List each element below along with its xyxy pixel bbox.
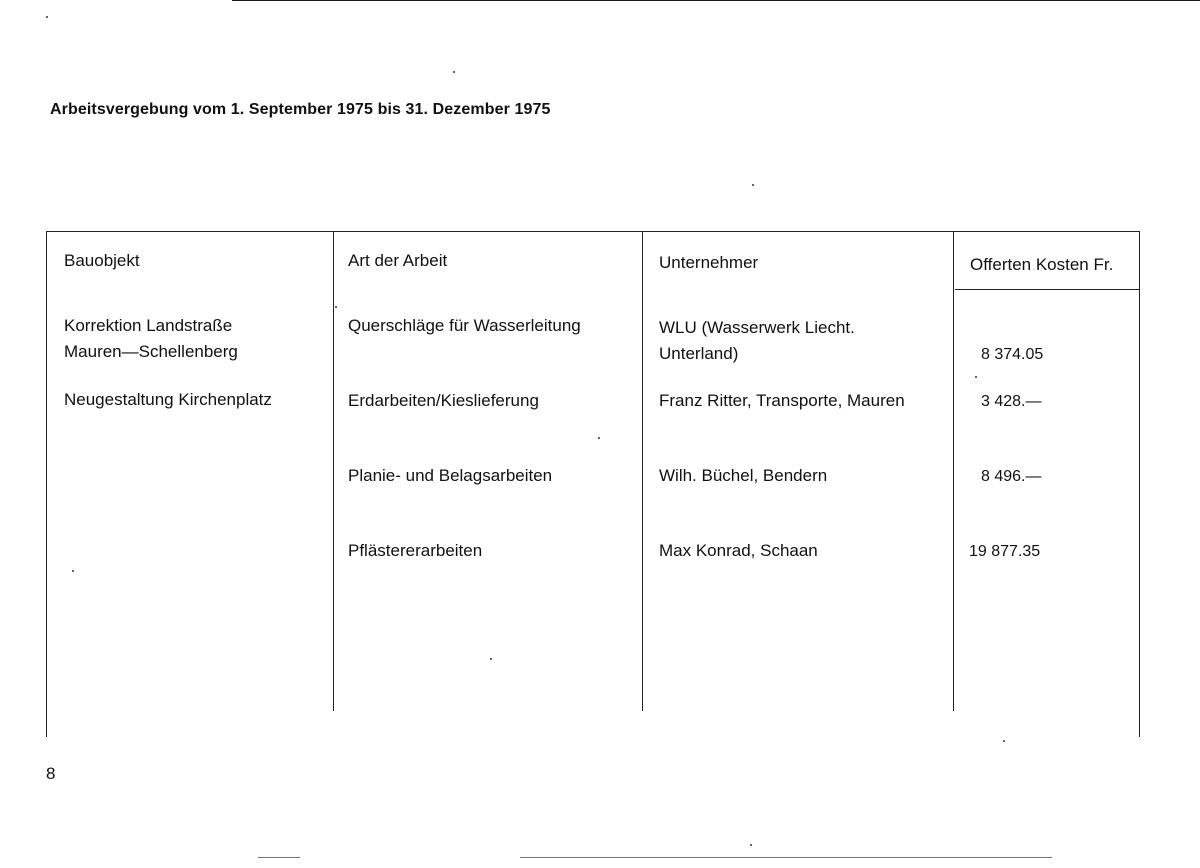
speck [750,844,752,846]
bottom-rule-left [258,857,300,858]
table-right-border [1139,231,1140,737]
speck [1003,740,1005,742]
column-divider [642,231,643,711]
table-cell-kosten: 8 496.— [981,468,1042,485]
header-art-der-arbeit: Art der Arbeit [348,251,448,270]
page-title: Arbeitsvergebung vom 1. September 1975 bis 31. Dezember 1975 [50,101,551,118]
table-cell-unternehmer: WLU (Wasserwerk Liecht. [659,318,855,337]
table-left-border [46,231,47,737]
table-cell-art: Erdarbeiten/Kieslieferung [348,391,539,410]
table-cell-unternehmer: Max Konrad, Schaan [659,541,818,560]
speck [752,184,754,186]
header-unternehmer: Unternehmer [659,253,759,272]
header-underline [955,289,1139,290]
speck [72,570,74,572]
table-cell-art: Planie- und Belagsarbeiten [348,466,553,485]
table-cell-kosten: 19 877.35 [969,543,1041,560]
speck [46,16,48,18]
page-number: 8 [46,764,56,783]
table-top-line [46,231,1139,232]
table-cell-kosten: 8 374.05 [981,346,1044,363]
header-kosten: Offerten Kosten Fr. [970,255,1114,274]
header-bauobjekt: Bauobjekt [64,251,140,270]
column-divider [333,231,334,711]
table-cell-kosten: 3 428.— [981,393,1042,410]
bottom-rule-right [520,857,1052,858]
table-cell-unternehmer: Wilh. Büchel, Bendern [659,466,828,485]
column-divider [953,231,954,711]
table-cell-unternehmer: Franz Ritter, Transporte, Mauren [659,391,905,410]
speck [598,437,600,439]
speck [490,658,492,660]
speck [975,376,977,378]
table-cell-art: Pflästererarbeiten [348,541,483,560]
table-cell-bauobjekt: Mauren—Schellenberg [64,342,238,361]
top-rule [232,0,1200,1]
table-cell-art: Querschläge für Wasserleitung [348,316,581,335]
speck [453,71,455,73]
table-cell-bauobjekt: Korrektion Landstraße [64,316,233,335]
table-cell-unternehmer: Unterland) [659,344,739,363]
table-cell-bauobjekt: Neugestaltung Kirchenplatz [64,390,272,409]
speck [335,306,337,308]
